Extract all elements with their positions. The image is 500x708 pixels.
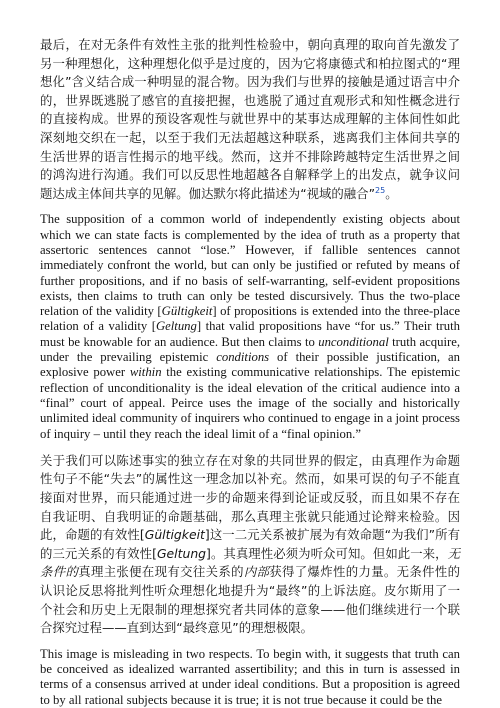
- paragraph-text: 最后，在对无条件有效性主张的批判性检验中，朝向真理的取向首先激发了另一种理想化，这种理想化似乎是过度的，因为它将康德式和柏拉图式的“理想化”含义结合成一种明显的混合物。因为我们与世界的接触是通过语言中介的，世界既逃脱了感官的直接把握，也逃脱了通过直观形式和知性概念进行的直接构成。世界的预设客观性与就世界中的某事达成理解的主体间性如此深刻地交织在一起，以至于我们无法超越这种联系，逃离我们主体间共享的生活世界的语言性揭示的地平线。然而，这并不排除跨越特定生活世界之间的鸿沟进行沟通。我们可以反思性地超越各自解释学上的出发点，就争议问题达成主体间共享的见解。伽达默尔将此描述为“视域的融合”: [40, 37, 460, 201]
- italic-term-geltung: Geltung: [156, 545, 207, 561]
- italic-term-geltung: Geltung: [155, 319, 197, 334]
- paragraph-text: The supposition of a common world of independently existing objects about which we can state facts is complemented by the idea of truth as a property that assertoric sentences cannot “lose.” However, if fallible sentences cannot immediately confront the world, but can only be justified or refuted by means of further propositions, and if no basis of self-warranting, self-evident propositions exists, then claims to truth can only be tested discursively. Thus the two-place relation of the validity [: [40, 212, 460, 319]
- paragraph-text: This image is misleading in two respects. To begin with, it suggests that truth can be conceived as idealized warranted assertibility; and this in turn is assessed in terms of a consensus arrived at under ideal conditions. But a proposition is agreed to by all rational subjects because it is true; it is not true because it could be the: [40, 646, 460, 707]
- paragraph-text: ]。其真理性必须为听众可知。但如此一来，: [206, 545, 448, 561]
- italic-term-within: within: [129, 365, 162, 380]
- paragraph-text: ] that valid propositions have “for us.” Their truth must be knowable for an audience. But then claims to: [40, 319, 460, 349]
- paragraph-text: the existing communicative relationships. The epistemic reflection of unconditionality is the ideal elevation of the critical audience into a “final” court of appeal. Peirce uses the image of the socially and historically unlimited ideal community of inquirers who continued to engage in a joint process of inquiry – until they reach the ideal limit of a “final opinion.”: [40, 365, 460, 441]
- footnote-ref-25[interactable]: 25: [375, 185, 386, 195]
- italic-term-unconditional: unconditional: [318, 334, 389, 349]
- paragraph-text: ] of propositions is extended into the three-place relation of a validity [: [40, 304, 460, 334]
- paragraph-text: 。: [385, 185, 398, 201]
- paragraph-text: 关于我们可以陈述事实的独立存在对象的共同世界的假定，由真理作为命题性句子不能“失去”的属性这一理念加以补充。然而，如果可误的句子不能直接面对世界，而只能通过进一步的命题来得到论证或反驳，而且如果不存在自我证明、自我明证的命题基础，那么真理主张就只能通过论辩来检验。因此，命题的有效性[: [40, 452, 460, 543]
- paragraph-text: 获得了爆炸性的力量。无条件性的认识论反思将批判性听众理想化地提升为“最终”的上诉法庭。皮尔斯用了一个社会和历史上无限制的理想探究者共同体的意象——他们继续进行一个联合探究过程——直到达到“最终意见”的理想极限。: [40, 564, 461, 636]
- italic-term-unconditional: 无条件的: [40, 545, 460, 580]
- italic-term-within: 内部: [243, 564, 270, 580]
- paragraph-english-2: [40, 647, 460, 708]
- paragraph-text: of their possible justification, an explosive power: [40, 350, 460, 380]
- italic-term-gueltigkeit: Gültigkeit: [161, 304, 213, 319]
- italic-term-gueltigkeit: Gültigkeit: [144, 527, 205, 543]
- paragraph-chinese-2: [40, 452, 460, 638]
- italic-term-conditions: conditions: [216, 350, 270, 365]
- paragraph-english-1: [40, 212, 460, 441]
- paragraph-chinese-1: [40, 36, 460, 203]
- paragraph-text: truth acquire, under the prevailing epistemic: [40, 334, 460, 365]
- paragraph-text: ]这一二元关系被扩展为有效命题“为我们”所有的三元关系的有效性[: [40, 527, 460, 561]
- paragraph-text: 真理主张便在现有交往关系的: [78, 564, 244, 580]
